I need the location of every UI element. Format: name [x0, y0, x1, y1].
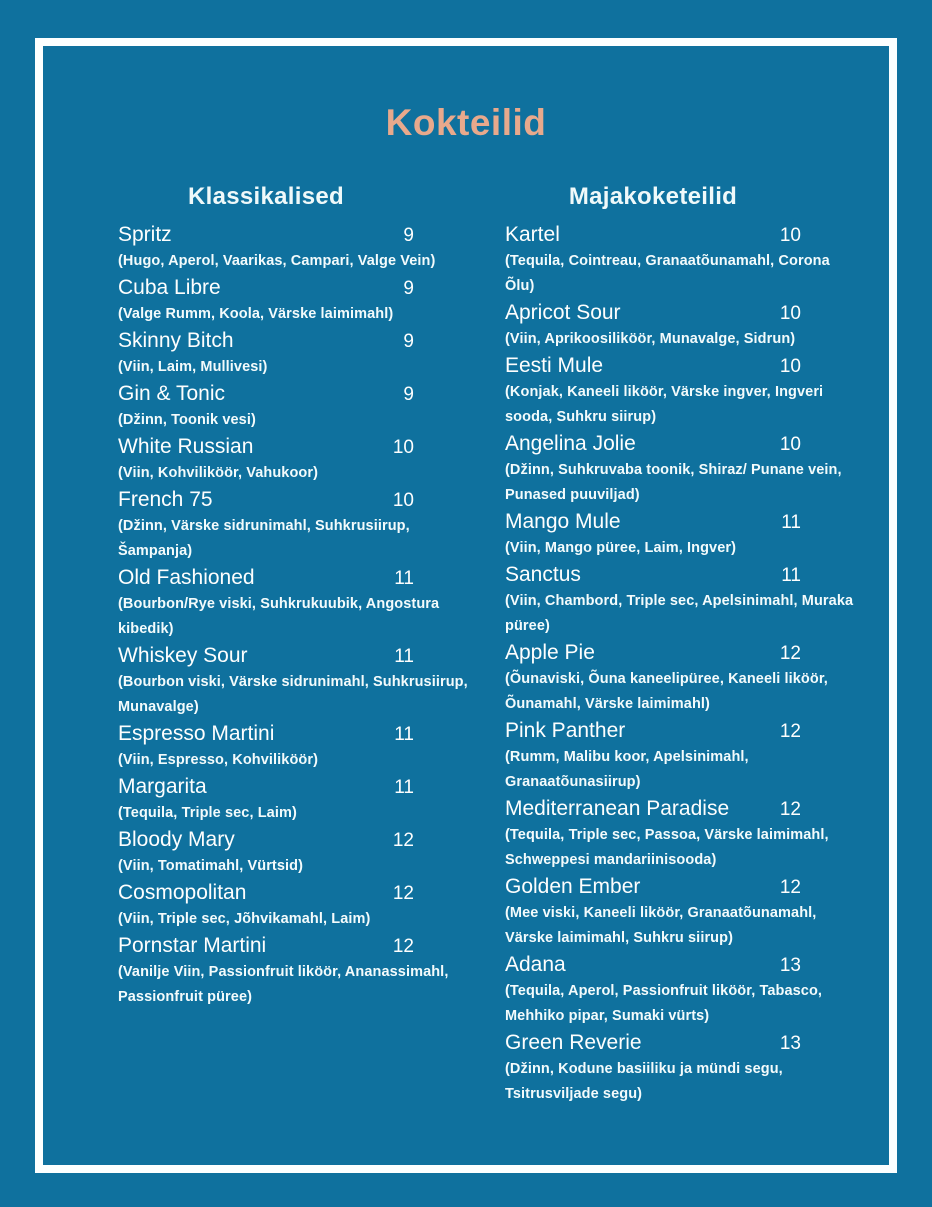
item-ingredients: (Õunaviski, Õuna kaneelipüree, Kaneeli liköör, Õunamahl, Värske laimimahl) — [505, 671, 828, 712]
item-list-klassikalised — [118, 221, 470, 1010]
item-price: 12 — [779, 643, 801, 664]
item-ingredients: (Viin, Tomatimahl, Vürtsid) — [118, 858, 304, 874]
menu-item-row — [505, 352, 801, 380]
item-ingredients: (Rumm, Malibu koor, Apelsinimahl, Granaatõunasiirup) — [505, 749, 749, 790]
menu-item-row — [505, 795, 801, 823]
item-name: French 75 — [118, 488, 213, 511]
item-name: Sanctus — [505, 563, 581, 586]
menu-item — [505, 221, 857, 299]
item-name: Kartel — [505, 223, 560, 246]
item-list-majakoketeilid — [505, 221, 857, 1107]
item-name: Golden Ember — [505, 875, 641, 898]
item-name: Old Fashioned — [118, 566, 255, 589]
item-price: 12 — [392, 830, 414, 851]
item-name: Gin & Tonic — [118, 382, 225, 405]
menu-item — [118, 720, 470, 773]
menu-item — [505, 873, 857, 951]
menu-item — [118, 327, 470, 380]
item-ingredients: (Džinn, Suhkruvaba toonik, Shiraz/ Punane vein, Punased puuviljad) — [505, 462, 842, 503]
menu-item — [505, 508, 857, 561]
menu-item — [118, 433, 470, 486]
item-price: 9 — [403, 278, 414, 299]
menu-item — [505, 639, 857, 717]
item-price: 13 — [779, 1033, 801, 1054]
item-price: 11 — [781, 565, 801, 586]
item-ingredients: (Viin, Laim, Mullivesi) — [118, 359, 268, 375]
menu-item-row — [505, 430, 801, 458]
item-name: Pink Panther — [505, 719, 626, 742]
item-name: Skinny Bitch — [118, 329, 234, 352]
column-header-klassikalised: Klassikalised — [188, 183, 344, 210]
menu-item-row — [118, 274, 414, 302]
column-header-majakoketeilid: Majakoketeilid — [568, 183, 738, 210]
item-ingredients: (Valge Rumm, Koola, Värske laimimahl) — [118, 306, 394, 322]
menu-columns — [118, 182, 857, 1107]
item-ingredients: (Viin, Mango püree, Laim, Ingver) — [505, 540, 737, 556]
item-price: 10 — [392, 490, 414, 511]
item-price: 9 — [403, 384, 414, 405]
item-price: 13 — [779, 955, 801, 976]
menu-item-row — [118, 564, 414, 592]
menu-item-row — [118, 720, 414, 748]
menu-item — [118, 486, 470, 564]
menu-item — [505, 430, 857, 508]
item-name: Whiskey Sour — [118, 644, 248, 667]
item-price: 12 — [392, 936, 414, 957]
item-name: Espresso Martini — [118, 722, 275, 745]
item-name: Cuba Libre — [118, 276, 221, 299]
item-ingredients: (Viin, Chambord, Triple sec, Apelsinimahl, Muraka püree) — [505, 593, 854, 634]
item-ingredients: (Bourbon viski, Värske sidrunimahl, Suhkrusiirup, Munavalge) — [118, 674, 468, 715]
item-ingredients: (Viin, Kohviliköör, Vahukoor) — [118, 465, 319, 481]
item-price: 10 — [779, 225, 801, 246]
item-name: Apple Pie — [505, 641, 595, 664]
menu-item-row — [118, 221, 414, 249]
item-price: 12 — [392, 883, 414, 904]
item-price: 10 — [392, 437, 414, 458]
item-name: Adana — [505, 953, 566, 976]
item-ingredients: (Viin, Triple sec, Jõhvikamahl, Laim) — [118, 911, 371, 927]
item-price: 11 — [394, 724, 414, 745]
menu-item-row — [505, 873, 801, 901]
item-price: 12 — [779, 721, 801, 742]
menu-item — [118, 879, 470, 932]
menu-item — [118, 773, 470, 826]
item-ingredients: (Tequila, Cointreau, Granaatõunamahl, Corona Õlu) — [505, 253, 830, 294]
menu-item-row — [118, 486, 414, 514]
item-price: 11 — [394, 777, 414, 798]
item-name: Margarita — [118, 775, 207, 798]
item-name: Cosmopolitan — [118, 881, 247, 904]
item-price: 11 — [781, 512, 801, 533]
item-ingredients: (Viin, Espresso, Kohviliköör) — [118, 752, 319, 768]
menu-item — [118, 642, 470, 720]
item-price: 10 — [779, 303, 801, 324]
item-ingredients: (Konjak, Kaneeli liköör, Värske ingver, Ingveri sooda, Suhkru siirup) — [505, 384, 824, 425]
item-price: 9 — [403, 225, 414, 246]
item-price: 11 — [394, 646, 414, 667]
menu-border-frame — [35, 38, 897, 1173]
menu-item — [505, 951, 857, 1029]
column-majakoketeilid — [505, 182, 857, 1107]
item-ingredients: (Džinn, Värske sidrunimahl, Suhkrusiirup, Šampanja) — [118, 518, 410, 559]
menu-item-row — [505, 508, 801, 536]
menu-item-row — [118, 826, 414, 854]
item-name: Eesti Mule — [505, 354, 604, 377]
item-name: Angelina Jolie — [505, 432, 636, 455]
item-ingredients: (Bourbon/Rye viski, Suhkrukuubik, Angostura kibedik) — [118, 596, 440, 637]
menu-item-row — [118, 433, 414, 461]
item-ingredients: (Tequila, Triple sec, Laim) — [118, 805, 297, 821]
menu-item-row — [505, 951, 801, 979]
page-title: Kokteilid — [385, 102, 547, 143]
item-price: 12 — [779, 877, 801, 898]
item-ingredients: (Tequila, Aperol, Passionfruit liköör, Tabasco, Mehhiko pipar, Sumaki vürts) — [505, 983, 823, 1024]
column-klassikalised — [118, 182, 470, 1107]
item-name: Mango Mule — [505, 510, 621, 533]
menu-item-row — [118, 327, 414, 355]
item-name: White Russian — [118, 435, 254, 458]
item-ingredients: (Vanilje Viin, Passionfruit liköör, Ananassimahl, Passionfruit püree) — [118, 964, 449, 1005]
item-ingredients: (Viin, Aprikoosiliköör, Munavalge, Sidrun) — [505, 331, 796, 347]
menu-item — [505, 717, 857, 795]
item-price: 10 — [779, 356, 801, 377]
menu-item-row — [118, 879, 414, 907]
menu-item-row — [118, 380, 414, 408]
menu-item-row — [505, 639, 801, 667]
menu-item-row — [505, 717, 801, 745]
menu-item-row — [505, 561, 801, 589]
item-name: Green Reverie — [505, 1031, 642, 1054]
item-price: 12 — [779, 799, 801, 820]
menu-item-row — [505, 221, 801, 249]
menu-item — [505, 1029, 857, 1107]
menu-item — [505, 299, 857, 352]
menu-item — [118, 274, 470, 327]
item-ingredients: (Mee viski, Kaneeli liköör, Granaatõunamahl, Värske laimimahl, Suhkru siirup) — [505, 905, 817, 946]
item-name: Mediterranean Paradise — [505, 797, 730, 820]
menu-item — [505, 795, 857, 873]
item-price: 11 — [394, 568, 414, 589]
item-ingredients: (Tequila, Triple sec, Passoa, Värske laimimahl, Schweppesi mandariinisooda) — [505, 827, 829, 868]
menu-item-row — [118, 932, 414, 960]
item-name: Bloody Mary — [118, 828, 235, 851]
menu-item — [505, 352, 857, 430]
item-ingredients: (Džinn, Toonik vesi) — [118, 412, 256, 428]
menu-item-row — [118, 773, 414, 801]
menu-item — [118, 826, 470, 879]
menu-item — [505, 561, 857, 639]
item-name: Apricot Sour — [505, 301, 621, 324]
item-ingredients: (Hugo, Aperol, Vaarikas, Campari, Valge Vein) — [118, 253, 436, 269]
menu-item-row — [505, 299, 801, 327]
item-price: 10 — [779, 434, 801, 455]
menu-item — [118, 932, 470, 1010]
item-price: 9 — [403, 331, 414, 352]
item-name: Pornstar Martini — [118, 934, 267, 957]
item-name: Spritz — [118, 223, 172, 246]
menu-item-row — [118, 642, 414, 670]
item-ingredients: (Džinn, Kodune basiiliku ja mündi segu, Tsitrusviljade segu) — [505, 1061, 783, 1102]
menu-item — [118, 380, 470, 433]
menu-item — [118, 564, 470, 642]
menu-item-row — [505, 1029, 801, 1057]
menu-item — [118, 221, 470, 274]
